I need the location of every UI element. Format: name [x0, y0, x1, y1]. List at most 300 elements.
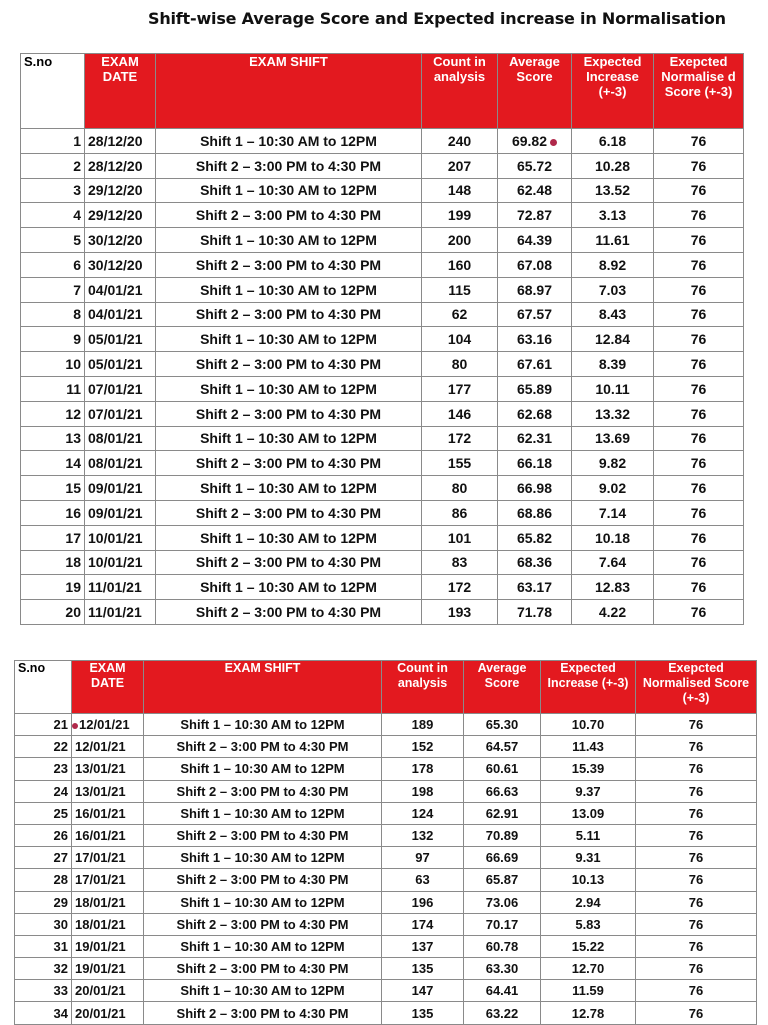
row-exam-shift: [156, 277, 422, 302]
row-expected-increase: [572, 575, 654, 600]
row-expected-increase-text: 5.83: [575, 916, 601, 932]
table-1-body: [21, 129, 744, 625]
row-normalised-score: [636, 847, 757, 869]
row-count: [422, 401, 498, 426]
row-normalised-score-text: 76: [688, 761, 704, 777]
table-row: [15, 847, 757, 869]
row-count-text: 177: [447, 380, 472, 397]
row-expected-increase-text: 2.94: [575, 894, 601, 910]
row-exam-shift: [156, 525, 422, 550]
row-count-text: 115: [448, 281, 471, 298]
row-normalised-score-text: 76: [690, 480, 707, 497]
row-exam-shift-text: Shift 2 – 3:00 PM to 4:30 PM: [195, 405, 382, 422]
row-count: [382, 802, 464, 824]
row-normalised-score: [636, 758, 757, 780]
row-count-text: 80: [451, 480, 468, 497]
row-exam-shift-text: Shift 1 – 10:30 AM to 12PM: [200, 529, 377, 546]
row-average-score: [498, 500, 572, 525]
row-normalised-score: [636, 802, 757, 824]
row-average-score: [464, 913, 541, 935]
row-exam-shift-text: Shift 2 – 3:00 PM to 4:30 PM: [195, 554, 382, 571]
row-average-score-text: 69.82: [511, 132, 548, 149]
header-exam-date: EXAM DATE: [85, 54, 156, 129]
row-expected-increase: [541, 980, 636, 1002]
row-expected-increase: [572, 500, 654, 525]
row-exam-date: [72, 736, 144, 758]
row-count: [382, 780, 464, 802]
row-average-score: [464, 780, 541, 802]
row-exam-date-text: 19/01/21: [75, 961, 126, 977]
row-average-score-text: 73.06: [485, 894, 519, 910]
row-count-text: 200: [447, 232, 472, 249]
row-sno: [21, 178, 85, 203]
row-exam-shift: [156, 476, 422, 501]
row-count: [422, 575, 498, 600]
row-expected-increase: [541, 958, 636, 980]
row-exam-shift: [144, 847, 382, 869]
row-normalised-score: [654, 401, 744, 426]
row-exam-date: [85, 575, 156, 600]
row-exam-shift-text: Shift 1 – 10:30 AM to 12PM: [200, 182, 377, 199]
row-exam-date: [85, 302, 156, 327]
table-row: [21, 277, 744, 302]
row-exam-date: [72, 824, 144, 846]
row-exam-shift: [144, 736, 382, 758]
row-count: [422, 376, 498, 401]
row-sno: [21, 129, 85, 154]
row-normalised-score-text: 76: [690, 579, 707, 596]
row-count-text: 178: [411, 761, 434, 777]
row-average-score-text: 67.57: [516, 306, 553, 323]
row-expected-increase-text: 12.83: [594, 579, 631, 596]
row-average-score-text: 65.87: [485, 872, 519, 888]
row-sno-text: 1: [73, 132, 81, 149]
row-average-score: [498, 327, 572, 352]
table-row: [15, 802, 757, 824]
row-average-score-text: 70.17: [485, 916, 519, 932]
row-count-text: 147: [411, 983, 434, 999]
row-exam-date-text: 05/01/21: [88, 331, 143, 348]
table-row: [15, 714, 757, 736]
row-exam-shift: [156, 600, 422, 625]
row-count: [382, 1002, 464, 1024]
row-normalised-score-text: 76: [690, 380, 707, 397]
row-sno: [21, 550, 85, 575]
row-normalised-score-text: 76: [690, 232, 707, 249]
row-expected-increase-text: 8.39: [598, 356, 627, 373]
row-expected-increase-text: 10.13: [571, 872, 605, 888]
row-sno-text: 3: [73, 182, 81, 199]
row-sno-text: 16: [65, 504, 81, 521]
row-sno: [21, 476, 85, 501]
row-normalised-score: [636, 780, 757, 802]
row-normalised-score-text: 76: [690, 455, 707, 472]
row-exam-date-text: 13/01/21: [75, 761, 126, 777]
row-exam-date: [85, 178, 156, 203]
row-average-score: [464, 891, 541, 913]
row-sno-text: 19: [65, 579, 81, 596]
row-sno: [15, 824, 72, 846]
row-exam-shift-text: Shift 2 – 3:00 PM to 4:30 PM: [195, 306, 382, 323]
row-sno-text: 20: [65, 604, 81, 621]
row-normalised-score-text: 76: [690, 529, 707, 546]
row-exam-date: [85, 228, 156, 253]
table-row: [15, 1002, 757, 1024]
row-normalised-score: [654, 203, 744, 228]
row-exam-shift: [156, 178, 422, 203]
row-normalised-score: [654, 525, 744, 550]
row-normalised-score-text: 76: [690, 430, 707, 447]
header-expected-increase: Expected Increase (+-3): [541, 661, 636, 714]
row-average-score-text: 67.61: [516, 356, 553, 373]
row-exam-shift-text: Shift 1 – 10:30 AM to 12PM: [200, 430, 377, 447]
row-count: [422, 228, 498, 253]
row-expected-increase: [572, 277, 654, 302]
header-average: Average Score: [498, 54, 572, 129]
header-count: Count in analysis: [422, 54, 498, 129]
row-sno-text: 24: [53, 783, 68, 799]
row-exam-date-text: 10/01/21: [88, 529, 143, 546]
row-expected-increase-text: 10.11: [595, 380, 630, 397]
row-count: [422, 302, 498, 327]
row-count: [382, 958, 464, 980]
row-exam-shift: [144, 714, 382, 736]
row-count-text: 196: [411, 894, 434, 910]
row-average-score: [498, 228, 572, 253]
row-sno-text: 27: [53, 850, 68, 866]
row-count-text: 155: [447, 455, 472, 472]
table-row: [15, 935, 757, 957]
row-average-score-text: 63.22: [485, 1005, 519, 1021]
table-row: [21, 451, 744, 476]
row-average-score: [464, 824, 541, 846]
row-average-score: [498, 376, 572, 401]
row-expected-increase: [541, 935, 636, 957]
row-exam-date: [85, 525, 156, 550]
row-exam-date: [85, 252, 156, 277]
row-exam-date-text: 30/12/20: [88, 232, 143, 249]
row-sno-text: 14: [65, 455, 81, 472]
row-average-score-text: 60.78: [485, 938, 519, 954]
row-exam-date-text: 19/01/21: [75, 938, 126, 954]
row-expected-increase: [541, 913, 636, 935]
row-average-score-text: 60.61: [485, 761, 519, 777]
row-count-text: 124: [411, 805, 434, 821]
row-sno-text: 33: [53, 983, 68, 999]
row-average-score-text: 64.57: [485, 739, 519, 755]
row-exam-date: [85, 327, 156, 352]
row-average-score-text: 63.16: [516, 331, 553, 348]
row-average-score: [464, 714, 541, 736]
row-sno: [21, 451, 85, 476]
row-exam-shift: [144, 980, 382, 1002]
row-expected-increase-text: 13.69: [594, 430, 631, 447]
row-average-score: [498, 401, 572, 426]
row-normalised-score-text: 76: [688, 739, 704, 755]
header-normalised-score: Exepcted Normalised Score (+-3): [636, 661, 757, 714]
row-expected-increase-text: 5.11: [575, 828, 601, 844]
row-normalised-score: [654, 575, 744, 600]
row-average-score: [498, 451, 572, 476]
row-normalised-score: [636, 958, 757, 980]
row-normalised-score-text: 76: [688, 783, 704, 799]
row-expected-increase: [572, 401, 654, 426]
row-average-score-text: 72.87: [516, 207, 553, 224]
row-normalised-score: [636, 913, 757, 935]
table-row: [15, 958, 757, 980]
row-exam-date: [85, 203, 156, 228]
row-normalised-score-text: 76: [688, 983, 704, 999]
row-sno: [15, 869, 72, 891]
row-normalised-score-text: 76: [690, 331, 707, 348]
row-exam-shift: [144, 1002, 382, 1024]
row-expected-increase: [572, 327, 654, 352]
row-normalised-score: [654, 302, 744, 327]
row-expected-increase-text: 7.03: [598, 281, 627, 298]
row-exam-shift: [144, 824, 382, 846]
row-exam-shift-text: Shift 2 – 3:00 PM to 4:30 PM: [195, 207, 382, 224]
table-row: [21, 203, 744, 228]
row-expected-increase-text: 3.13: [598, 207, 627, 224]
row-exam-date: [72, 758, 144, 780]
row-sno: [21, 600, 85, 625]
row-count: [422, 352, 498, 377]
row-count-text: 172: [447, 579, 472, 596]
row-count-text: 135: [411, 1005, 434, 1021]
row-count-text: 160: [447, 256, 472, 273]
row-average-score-text: 62.68: [516, 405, 553, 422]
row-average-score: [498, 352, 572, 377]
row-normalised-score-text: 76: [690, 281, 707, 298]
header-normalised-score: Exepcted Normalise d Score (+-3): [654, 54, 744, 129]
row-expected-increase: [572, 476, 654, 501]
row-expected-increase: [541, 736, 636, 758]
row-count-text: 86: [451, 504, 468, 521]
row-exam-date: [85, 426, 156, 451]
row-exam-shift: [144, 891, 382, 913]
table-row: [21, 178, 744, 203]
row-expected-increase: [572, 426, 654, 451]
row-exam-date-text: 12/01/21: [75, 739, 126, 755]
table-row: [21, 327, 744, 352]
row-average-score-text: 63.17: [516, 579, 553, 596]
row-exam-date-text: 12/01/21: [79, 717, 130, 733]
header-expected-increase: Expected Increase (+-3): [572, 54, 654, 129]
row-average-score: [464, 847, 541, 869]
row-expected-increase: [572, 129, 654, 154]
row-normalised-score: [654, 500, 744, 525]
row-exam-date-text: 08/01/21: [88, 430, 143, 447]
row-exam-date: [72, 980, 144, 1002]
row-average-score-text: 66.18: [516, 455, 553, 472]
row-normalised-score: [654, 277, 744, 302]
row-count: [422, 451, 498, 476]
row-sno-text: 2: [73, 157, 81, 174]
row-sno-text: 34: [53, 1005, 68, 1021]
row-exam-date-text: 11/01/21: [88, 604, 142, 621]
row-expected-increase-text: 13.52: [594, 182, 631, 199]
table-row: [15, 824, 757, 846]
row-count: [382, 758, 464, 780]
row-average-score-text: 68.97: [516, 281, 553, 298]
row-expected-increase: [541, 780, 636, 802]
row-average-score-text: 66.98: [516, 480, 553, 497]
row-count: [382, 980, 464, 1002]
row-exam-shift-text: Shift 1 – 10:30 AM to 12PM: [200, 579, 377, 596]
row-sno: [21, 327, 85, 352]
row-exam-date: [72, 869, 144, 891]
table-row: [15, 869, 757, 891]
row-average-score: [464, 980, 541, 1002]
row-sno: [21, 277, 85, 302]
row-sno-text: 6: [73, 256, 81, 273]
row-count: [382, 847, 464, 869]
row-count: [382, 714, 464, 736]
row-average-score: [464, 802, 541, 824]
row-average-score: [464, 869, 541, 891]
row-expected-increase: [572, 302, 654, 327]
header-exam-date: EXAM DATE: [72, 661, 144, 714]
row-expected-increase: [572, 352, 654, 377]
row-exam-shift-text: Shift 1 – 10:30 AM to 12PM: [180, 983, 345, 999]
header-sno: S.no: [21, 54, 85, 129]
row-exam-date-text: 09/01/21: [88, 480, 143, 497]
row-expected-increase: [541, 891, 636, 913]
row-sno-text: 31: [53, 938, 68, 954]
marker-dot-icon: [550, 139, 557, 146]
row-sno-text: 15: [65, 480, 81, 497]
row-average-score-text: 66.63: [485, 783, 519, 799]
row-sno: [15, 736, 72, 758]
row-sno-text: 32: [53, 961, 68, 977]
row-sno: [21, 203, 85, 228]
row-average-score: [498, 575, 572, 600]
row-average-score: [498, 129, 572, 154]
row-exam-shift-text: Shift 2 – 3:00 PM to 4:30 PM: [195, 504, 382, 521]
row-sno: [15, 1002, 72, 1024]
row-normalised-score-text: 76: [688, 872, 704, 888]
row-exam-date: [85, 401, 156, 426]
row-average-score-text: 66.69: [485, 850, 519, 866]
row-average-score: [498, 252, 572, 277]
header-exam-shift: EXAM SHIFT: [156, 54, 422, 129]
header-exam-shift: EXAM SHIFT: [144, 661, 382, 714]
row-sno: [21, 426, 85, 451]
row-normalised-score: [654, 376, 744, 401]
row-exam-date: [72, 780, 144, 802]
row-expected-increase-text: 11.43: [572, 739, 604, 755]
header-average: Average Score: [464, 661, 541, 714]
row-exam-date-text: 08/01/21: [88, 455, 143, 472]
row-exam-date: [72, 847, 144, 869]
row-count: [422, 178, 498, 203]
row-sno-text: 10: [65, 356, 81, 373]
row-sno: [21, 500, 85, 525]
row-sno-text: 29: [53, 894, 68, 910]
table-row: [21, 153, 744, 178]
row-exam-date-text: 07/01/21: [88, 380, 143, 397]
row-sno: [15, 891, 72, 913]
row-expected-increase-text: 15.22: [571, 938, 605, 954]
row-exam-shift: [156, 376, 422, 401]
table-row: [21, 228, 744, 253]
row-count: [382, 913, 464, 935]
row-exam-shift-text: Shift 2 – 3:00 PM to 4:30 PM: [176, 872, 349, 888]
row-normalised-score-text: 76: [688, 1005, 704, 1021]
row-sno: [15, 714, 72, 736]
row-exam-date: [85, 153, 156, 178]
row-average-score: [464, 736, 541, 758]
row-normalised-score-text: 76: [690, 132, 707, 149]
row-average-score: [464, 1002, 541, 1024]
row-count: [382, 935, 464, 957]
table-row: [21, 476, 744, 501]
row-normalised-score: [654, 129, 744, 154]
row-count: [422, 550, 498, 575]
row-exam-date: [72, 714, 144, 736]
table-row: [21, 500, 744, 525]
row-normalised-score: [654, 600, 744, 625]
row-exam-date-text: 17/01/21: [75, 850, 126, 866]
row-average-score: [498, 426, 572, 451]
row-expected-increase-text: 6.18: [598, 132, 627, 149]
table-row: [21, 426, 744, 451]
row-sno: [21, 352, 85, 377]
row-expected-increase-text: 13.32: [594, 405, 631, 422]
row-normalised-score-text: 76: [688, 961, 704, 977]
row-exam-shift-text: Shift 1 – 10:30 AM to 12PM: [200, 331, 377, 348]
row-sno-text: 8: [73, 306, 81, 323]
row-exam-date: [85, 129, 156, 154]
row-exam-date-text: 28/12/20: [88, 132, 143, 149]
row-count: [422, 600, 498, 625]
row-exam-shift-text: Shift 1 – 10:30 AM to 12PM: [180, 761, 345, 777]
row-count: [382, 736, 464, 758]
row-count-text: 148: [447, 182, 472, 199]
row-sno: [15, 780, 72, 802]
row-exam-date: [85, 352, 156, 377]
row-exam-shift: [156, 550, 422, 575]
row-count-text: 135: [411, 961, 434, 977]
row-count-text: 240: [447, 132, 472, 149]
row-exam-date-text: 05/01/21: [88, 356, 143, 373]
row-sno: [15, 802, 72, 824]
row-normalised-score-text: 76: [688, 894, 704, 910]
row-exam-date: [72, 1002, 144, 1024]
row-count-text: 62: [451, 306, 468, 323]
row-exam-shift-text: Shift 2 – 3:00 PM to 4:30 PM: [176, 916, 349, 932]
row-exam-shift-text: Shift 2 – 3:00 PM to 4:30 PM: [195, 604, 382, 621]
row-average-score-text: 65.82: [516, 529, 553, 546]
row-exam-shift-text: Shift 1 – 10:30 AM to 12PM: [180, 717, 345, 733]
table-row: [21, 252, 744, 277]
row-expected-increase-text: 9.02: [598, 480, 627, 497]
row-normalised-score-text: 76: [688, 805, 704, 821]
row-count-text: 97: [415, 850, 430, 866]
row-count: [422, 203, 498, 228]
row-exam-shift: [156, 401, 422, 426]
row-average-score: [464, 958, 541, 980]
table-row: [15, 758, 757, 780]
row-exam-shift-text: Shift 2 – 3:00 PM to 4:30 PM: [176, 828, 349, 844]
row-expected-increase-text: 9.37: [575, 783, 601, 799]
row-sno-text: 23: [53, 761, 68, 777]
row-expected-increase-text: 9.31: [575, 850, 601, 866]
row-exam-date-text: 04/01/21: [88, 306, 143, 323]
row-exam-shift-text: Shift 1 – 10:30 AM to 12PM: [200, 132, 377, 149]
row-normalised-score: [654, 252, 744, 277]
row-average-score-text: 62.91: [485, 805, 519, 821]
